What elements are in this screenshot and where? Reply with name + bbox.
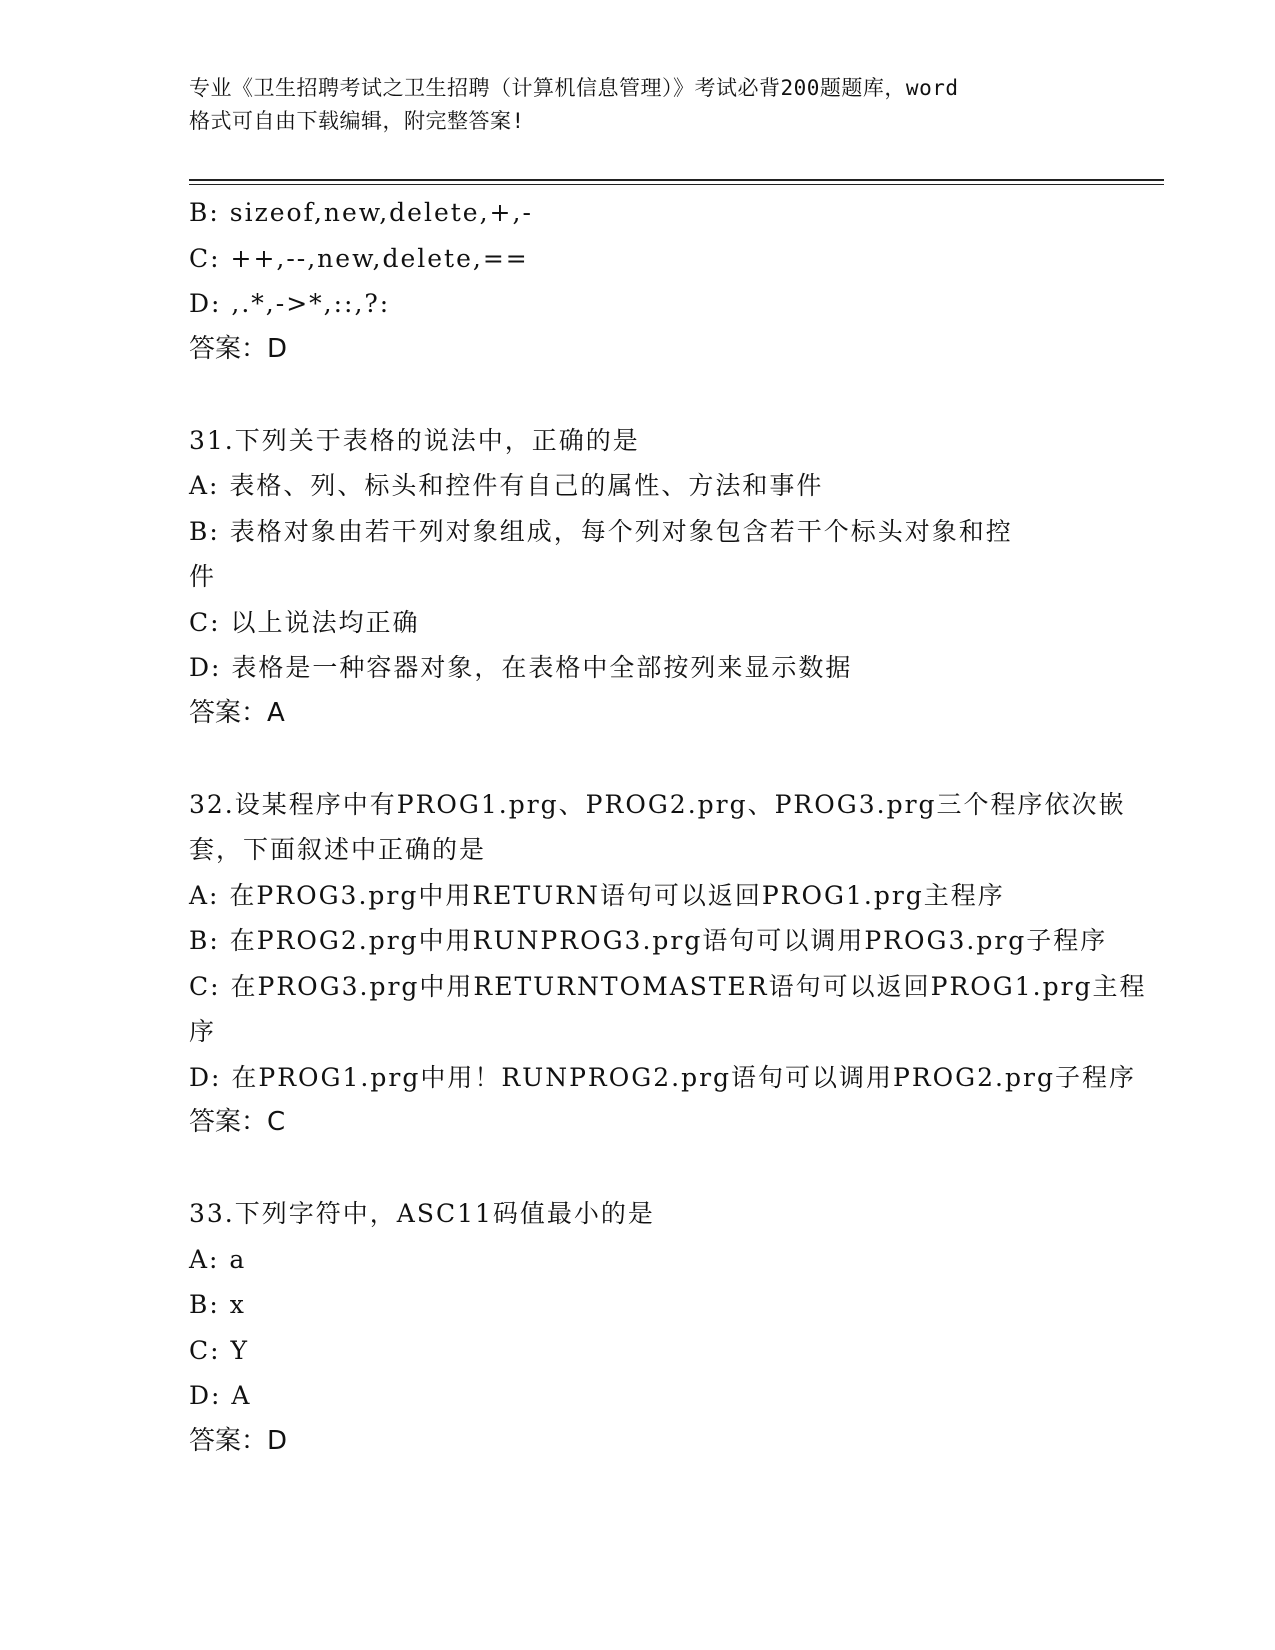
question-30-option-c: C: ++,--,new,delete,== — [189, 243, 529, 273]
question-32-option-b: B: 在PROG2.prg中用RUNPROG3.prg语句可以调用PROG3.prg子程序 — [189, 926, 1108, 955]
question-31-option-d: D: 表格是一种容器对象，在表格中全部按列来显示数据 — [189, 653, 853, 682]
spacer — [189, 372, 1089, 418]
spacer — [189, 736, 1089, 782]
question-33-option-a: A: a — [189, 1244, 247, 1274]
header-title-line-2: 格式可自由下载编辑，附完整答案! — [189, 109, 525, 133]
question-30-answer: 答案：D — [189, 333, 288, 364]
question-31-option-b-line-1: B: 表格对象由若干列对象组成，每个列对象包含若干个标头对象和控 — [189, 516, 1013, 546]
header-title-line-1: 专业《卫生招聘考试之卫生招聘（计算机信息管理）》考试必背200题题库，word — [189, 76, 959, 100]
question-33-option-b: B: x — [189, 1290, 246, 1319]
question-32-option-d: D: 在PROG1.prg中用！RUNPROG2.prg语句可以调用PROG2.prg子程序 — [189, 1062, 1136, 1092]
question-33-option-c: C: Y — [189, 1335, 250, 1365]
question-32-block — [189, 782, 1147, 1146]
question-32-option-c-line-1: C: 在PROG3.prg中用RETURNTOMASTER语句可以返回PROG1.prg主程 — [189, 971, 1147, 1001]
question-list — [189, 190, 1147, 1464]
question-33-option-d: D: A — [189, 1381, 252, 1410]
document-header — [189, 72, 1089, 138]
question-33-stem: 33.下列字符中，ASC11码值最小的是 — [189, 1199, 655, 1228]
question-32-option-a: A: 在PROG3.prg中用RETURN语句可以返回PROG1.prg主程序 — [189, 880, 1005, 910]
question-31-stem: 31.下列关于表格的说法中，正确的是 — [189, 425, 640, 455]
question-33-block — [189, 1191, 1089, 1464]
question-33-answer: 答案：D — [189, 1425, 288, 1456]
question-32-stem-line-2: 套，下面叙述中正确的是 — [189, 835, 487, 864]
question-32-option-c-line-2: 序 — [189, 1017, 217, 1046]
question-31-answer: 答案：A — [189, 697, 285, 728]
header-divider-thick — [189, 179, 1164, 181]
question-32-answer: 答案：C — [189, 1107, 286, 1137]
question-31-option-a: A: 表格、列、标头和控件有自己的属性、方法和事件 — [189, 471, 824, 500]
question-31-block — [189, 418, 1089, 737]
question-30-block — [189, 190, 1089, 372]
question-31-option-b-line-2: 件 — [189, 562, 217, 591]
spacer — [189, 1146, 1089, 1192]
question-30-option-b: B: sizeof,new,delete,+,- — [189, 198, 533, 227]
question-32-stem-line-1: 32.设某程序中有PROG1.prg、PROG2.prg、PROG3.prg三个程序依次嵌 — [189, 789, 1126, 819]
question-31-option-c: C: 以上说法均正确 — [189, 607, 420, 637]
header-divider-thin — [189, 184, 1164, 185]
question-30-option-d: D: ,.*,->*,::,?: — [189, 289, 391, 318]
